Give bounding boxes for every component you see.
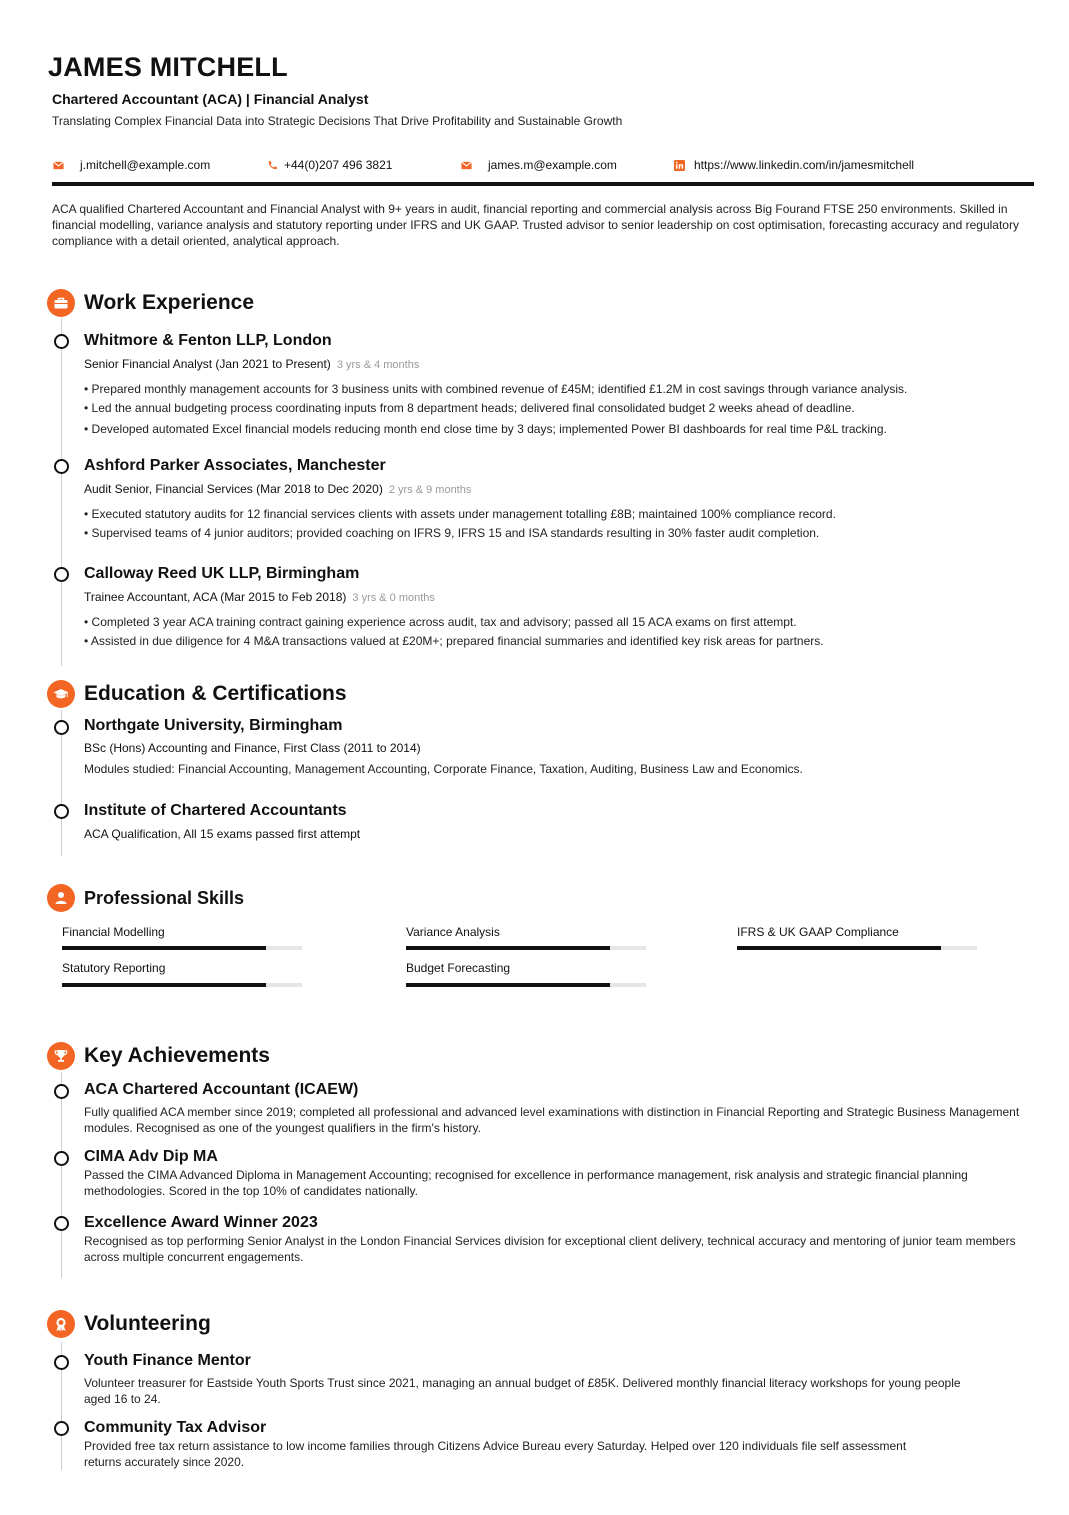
- contact-email-primary[interactable]: [52, 158, 210, 172]
- email-icon: [460, 159, 472, 171]
- skill-label: Financial Modelling: [62, 925, 165, 939]
- header-divider: [52, 182, 1034, 186]
- job-role-line: [84, 357, 419, 371]
- section-education: [47, 680, 347, 708]
- contact-linkedin[interactable]: [673, 158, 914, 172]
- skill-bar-fill: [737, 946, 941, 950]
- job-company: Calloway Reed UK LLP, Birmingham: [84, 565, 360, 582]
- contact-text: +44(0)207 496 3821: [284, 158, 393, 172]
- volunteer-role: Youth Finance Mentor: [84, 1352, 251, 1369]
- candidate-name: JAMES MITCHELL: [48, 52, 288, 82]
- education-degree: BSc (Hons) Accounting and Finance, First Class (2011 to 2014): [84, 741, 421, 755]
- timeline-line: [61, 1072, 62, 1278]
- description-line: across multiple concurrent engagements.: [84, 1250, 304, 1264]
- profile-summary: ACA qualified Chartered Accountant and Financial Analyst with 9+ years in audit, financial reporting and commercial analysis across Big Fourand FTSE 250 environments. Skilled in financial modelling, variance analysis and statutory reporting under IFRS and UK GAAP. Trusted advisor to senior leadership on cost optimisation, forecasting accuracy and regulatory compliance with a detail oriented, analytical approach.: [52, 202, 1019, 248]
- description-line: Passed the CIMA Advanced Diploma in Management Accounting; recognised for excellence in performance management, risk analysis and strategic financial planning: [84, 1168, 968, 1182]
- job-bullet: • Prepared monthly management accounts for 3 business units with combined revenue of £45M; identified £1.2M in cost savings through variance analysis.: [84, 382, 908, 396]
- timeline-dot: [54, 334, 69, 349]
- job-duration: 3 yrs & 0 months: [352, 592, 435, 604]
- achievement-description: [84, 1167, 968, 1199]
- volunteer-description: [84, 1375, 961, 1407]
- timeline-dot: [54, 567, 69, 582]
- skill-bar: [406, 946, 646, 950]
- timeline-dot: [54, 1151, 69, 1166]
- skill-bar: [737, 946, 977, 950]
- description-line: Recognised as top performing Senior Analyst in the London Financial Services division for exceptional client delivery, technical accuracy and mentoring of junior team members: [84, 1234, 1016, 1248]
- contact-text: james.m@example.com: [488, 158, 617, 172]
- job-bullet: • Led the annual budgeting process coordinating inputs from 8 department heads; delivered final consolidated budget 2 weeks ahead of deadline.: [84, 401, 855, 415]
- section-title: Professional Skills: [84, 887, 245, 908]
- section-achievements: [47, 1042, 270, 1070]
- email-icon: [52, 159, 64, 171]
- description-line: Provided free tax return assistance to low income families through Citizens Advice Bureau every Saturday. Helped over 120 individuals file self assessment: [84, 1439, 907, 1453]
- timeline-dot: [54, 1216, 69, 1231]
- job-role-line: [84, 590, 435, 604]
- section-title: Work Experience: [84, 291, 255, 314]
- award-badge-icon: [47, 1310, 75, 1338]
- person-icon: [47, 884, 75, 912]
- section-skills: [47, 884, 244, 912]
- skill-label: Budget Forecasting: [406, 961, 511, 975]
- skill-bar: [62, 946, 302, 950]
- job-bullet: • Assisted in due diligence for 4 M&A transactions valued at £20M+; prepared financial summaries and identified key risk areas for partners.: [84, 634, 824, 648]
- job-company: Ashford Parker Associates, Manchester: [84, 457, 386, 474]
- job-bullet: • Completed 3 year ACA training contract gaining experience across audit, tax and advisory; passed all 15 ACA exams on first attempt.: [84, 615, 797, 629]
- linkedin-icon: [673, 159, 685, 171]
- skill-label: IFRS & UK GAAP Compliance: [737, 925, 899, 939]
- candidate-tagline: Translating Complex Financial Data into Strategic Decisions That Drive Profitability and Sustainable Growth: [52, 114, 623, 128]
- job-role: Trainee Accountant, ACA (Mar 2015 to Feb 2018): [84, 590, 347, 604]
- achievement-title: ACA Chartered Accountant (ICAEW): [84, 1081, 359, 1098]
- graduation-cap-icon: [47, 680, 75, 708]
- volunteer-role: Community Tax Advisor: [84, 1419, 267, 1436]
- section-volunteering: [47, 1310, 211, 1338]
- phone-icon: [266, 159, 278, 171]
- skill-bar-fill: [406, 946, 610, 950]
- job-bullet: • Developed automated Excel financial models reducing month end close time by 3 days; implemented Power BI dashboards for real time P&L tracking.: [84, 422, 887, 436]
- timeline-dot: [54, 804, 69, 819]
- contact-text: j.mitchell@example.com: [80, 158, 211, 172]
- timeline-dot: [54, 1421, 69, 1436]
- job-company: Whitmore & Fenton LLP, London: [84, 332, 332, 349]
- skill-label: Statutory Reporting: [62, 961, 166, 975]
- education-degree: ACA Qualification, All 15 exams passed first attempt: [84, 827, 361, 841]
- achievement-description: [84, 1233, 1016, 1265]
- job-role-line: [84, 482, 471, 496]
- contact-email-secondary[interactable]: [460, 158, 617, 172]
- contact-text: https://www.linkedin.com/in/jamesmitchell: [694, 158, 915, 172]
- achievement-title: CIMA Adv Dip MA: [84, 1148, 218, 1165]
- section-title: Volunteering: [84, 1312, 211, 1335]
- achievement-description: [84, 1104, 1019, 1136]
- description-line: modules. Recognised as one of the youngest qualifiers in the firm's history.: [84, 1121, 481, 1135]
- contact-bar: [52, 158, 1032, 176]
- timeline-dot: [54, 459, 69, 474]
- job-bullet: • Supervised teams of 4 junior auditors; provided coaching on IFRS 9, IFRS 15 and ISA standards resulting in 30% faster audit completion.: [84, 526, 820, 540]
- skill-bar: [62, 983, 302, 987]
- description-line: Volunteer treasurer for Eastside Youth Sports Trust since 2021, managing an annual budget of £85K. Delivered monthly financial literacy workshops for young people: [84, 1376, 961, 1390]
- education-institution: Institute of Chartered Accountants: [84, 802, 347, 819]
- description-line: methodologies. Scored in the top 10% of candidates nationally.: [84, 1184, 418, 1198]
- contact-phone[interactable]: [266, 158, 392, 172]
- job-role: Audit Senior, Financial Services (Mar 2018 to Dec 2020): [84, 482, 383, 496]
- description-line: Fully qualified ACA member since 2019; completed all professional and advanced level examinations with distinction in Financial Reporting and Strategic Business Management: [84, 1105, 1020, 1119]
- timeline-dot: [54, 1084, 69, 1099]
- achievement-title: Excellence Award Winner 2023: [84, 1214, 318, 1231]
- skill-bar-fill: [62, 946, 266, 950]
- timeline-dot: [54, 1355, 69, 1370]
- job-role: Senior Financial Analyst (Jan 2021 to Present): [84, 357, 331, 371]
- briefcase-icon: [47, 289, 75, 317]
- trophy-icon: [47, 1042, 75, 1070]
- section-title: Key Achievements: [84, 1044, 270, 1067]
- timeline-line: [61, 318, 62, 666]
- education-institution: Northgate University, Birmingham: [84, 717, 343, 734]
- job-duration: 2 yrs & 9 months: [388, 484, 472, 496]
- timeline-dot: [54, 720, 69, 735]
- volunteer-description: [84, 1438, 906, 1470]
- education-detail: Modules studied: Financial Accounting, Management Accounting, Corporate Finance, Taxation, Auditing, Business Law and Economics.: [84, 762, 803, 776]
- job-bullet: • Executed statutory audits for 12 financial services clients with assets under management totalling £8B; maintained 100% compliance record.: [84, 507, 836, 521]
- skill-bar: [406, 983, 646, 987]
- section-work-experience: [47, 289, 254, 317]
- skill-label: Variance Analysis: [406, 925, 500, 939]
- skill-bar-fill: [62, 983, 266, 987]
- description-line: aged 16 to 24.: [84, 1392, 161, 1406]
- candidate-title: Chartered Accountant (ACA) | Financial Analyst: [52, 91, 369, 107]
- section-title: Education & Certifications: [84, 682, 347, 705]
- description-line: returns accurately since 2020.: [84, 1455, 245, 1469]
- job-duration: 3 yrs & 4 months: [336, 359, 420, 371]
- skill-bar-fill: [406, 983, 610, 987]
